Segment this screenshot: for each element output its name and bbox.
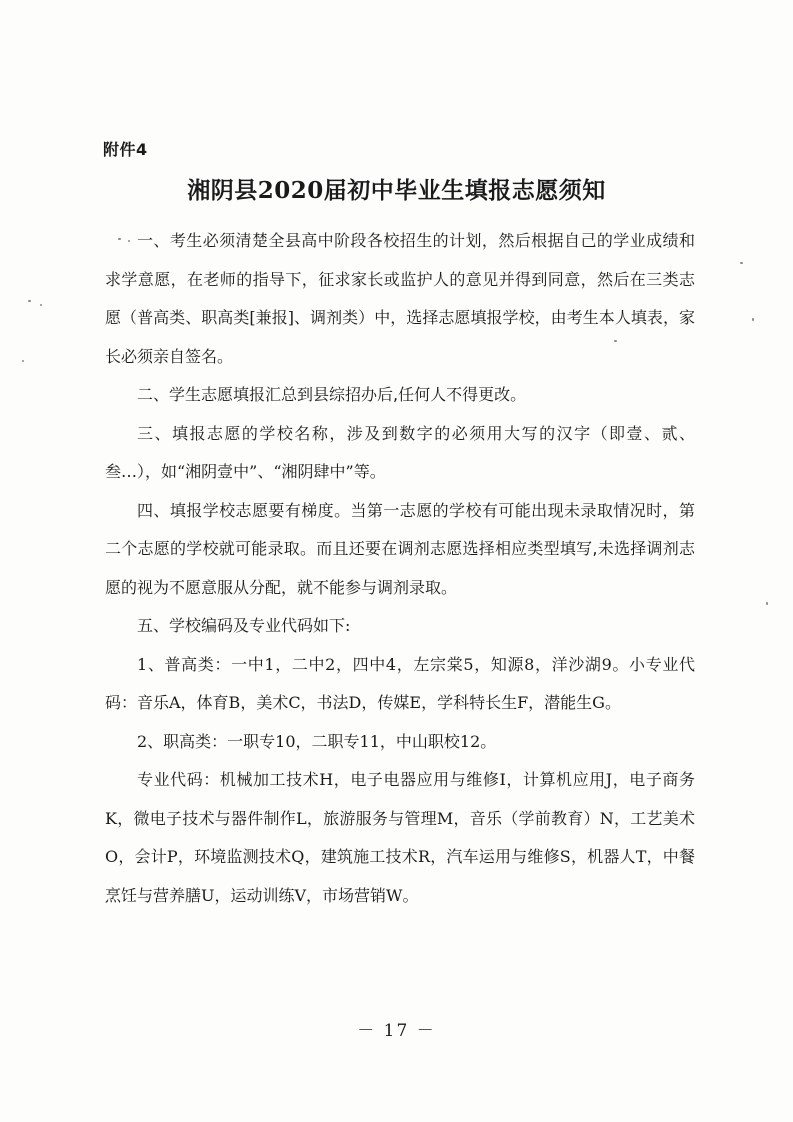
attachment-label: 附件4 (103, 140, 148, 159)
paragraph-5: 五、学校编码及专业代码如下: (137, 616, 351, 635)
document-body (105, 222, 695, 915)
scan-speck (766, 602, 768, 605)
scan-speck (128, 240, 130, 242)
document-title: 湘阴县2020届初中毕业生填报志愿须知 (187, 177, 606, 204)
paragraph-3: 三、填报志愿的学校名称，涉及到数字的必须用大写的汉字（即壹、贰、叁…），如“湘阴壹中”、“湘阴肆中”等。 (105, 423, 695, 481)
paragraph-1: 一、考生必须清楚全县高中阶段各校招生的计划，然后根据自己的学业成绩和求学意愿，在老师的指导下，征求家长或监护人的意见并得到同意，然后在三类志愿（普高类、职高类[兼报]、调剂类）中，选择志愿填报学校，由考生本人填表，家长必须亲自签名。 (105, 231, 695, 366)
scan-speck (752, 318, 754, 321)
scan-speck (740, 262, 743, 264)
paragraph-2: 二、学生志愿填报汇总到县综招办后,任何人不得更改。 (137, 385, 527, 404)
scan-speck (118, 238, 121, 240)
paragraph-7: 2、职高类：一职专10，二职专11，中山职校12。 (137, 731, 497, 751)
scan-speck (28, 300, 31, 302)
paragraph-8: 专业代码：机械加工技术H，电子电器应用与维修I，计算机应用J，电子商务K，微电子技术与器件制作L，旅游服务与管理M，音乐（学前教育）N，工艺美术O，会计P，环境监测技术Q，建筑施工技术R，汽车运用与维修S，机器人T，中餐烹饪与营养膳U，运动训练V，市场营销W。 (105, 770, 695, 905)
paragraph-4: 四、填报学校志愿要有梯度。当第一志愿的学校有可能出现未录取情况时，第二个志愿的学校就可能录取。而且还要在调剂志愿选择相应类型填写,未选择调剂志愿的视为不愿意服从分配，就不能参与调剂录取。 (105, 500, 695, 597)
paragraph-6: 1、普高类：一中1，二中2，四中4，左宗棠5，知源8，洋沙湖9。小专业代码：音乐A，体育B，美术C，书法D，传媒E，学科特长生F，潜能生G。 (105, 654, 695, 712)
scan-speck (22, 360, 24, 362)
scan-speck (40, 304, 42, 306)
scan-speck (614, 340, 617, 342)
page-number: － 17 － (357, 1021, 436, 1041)
